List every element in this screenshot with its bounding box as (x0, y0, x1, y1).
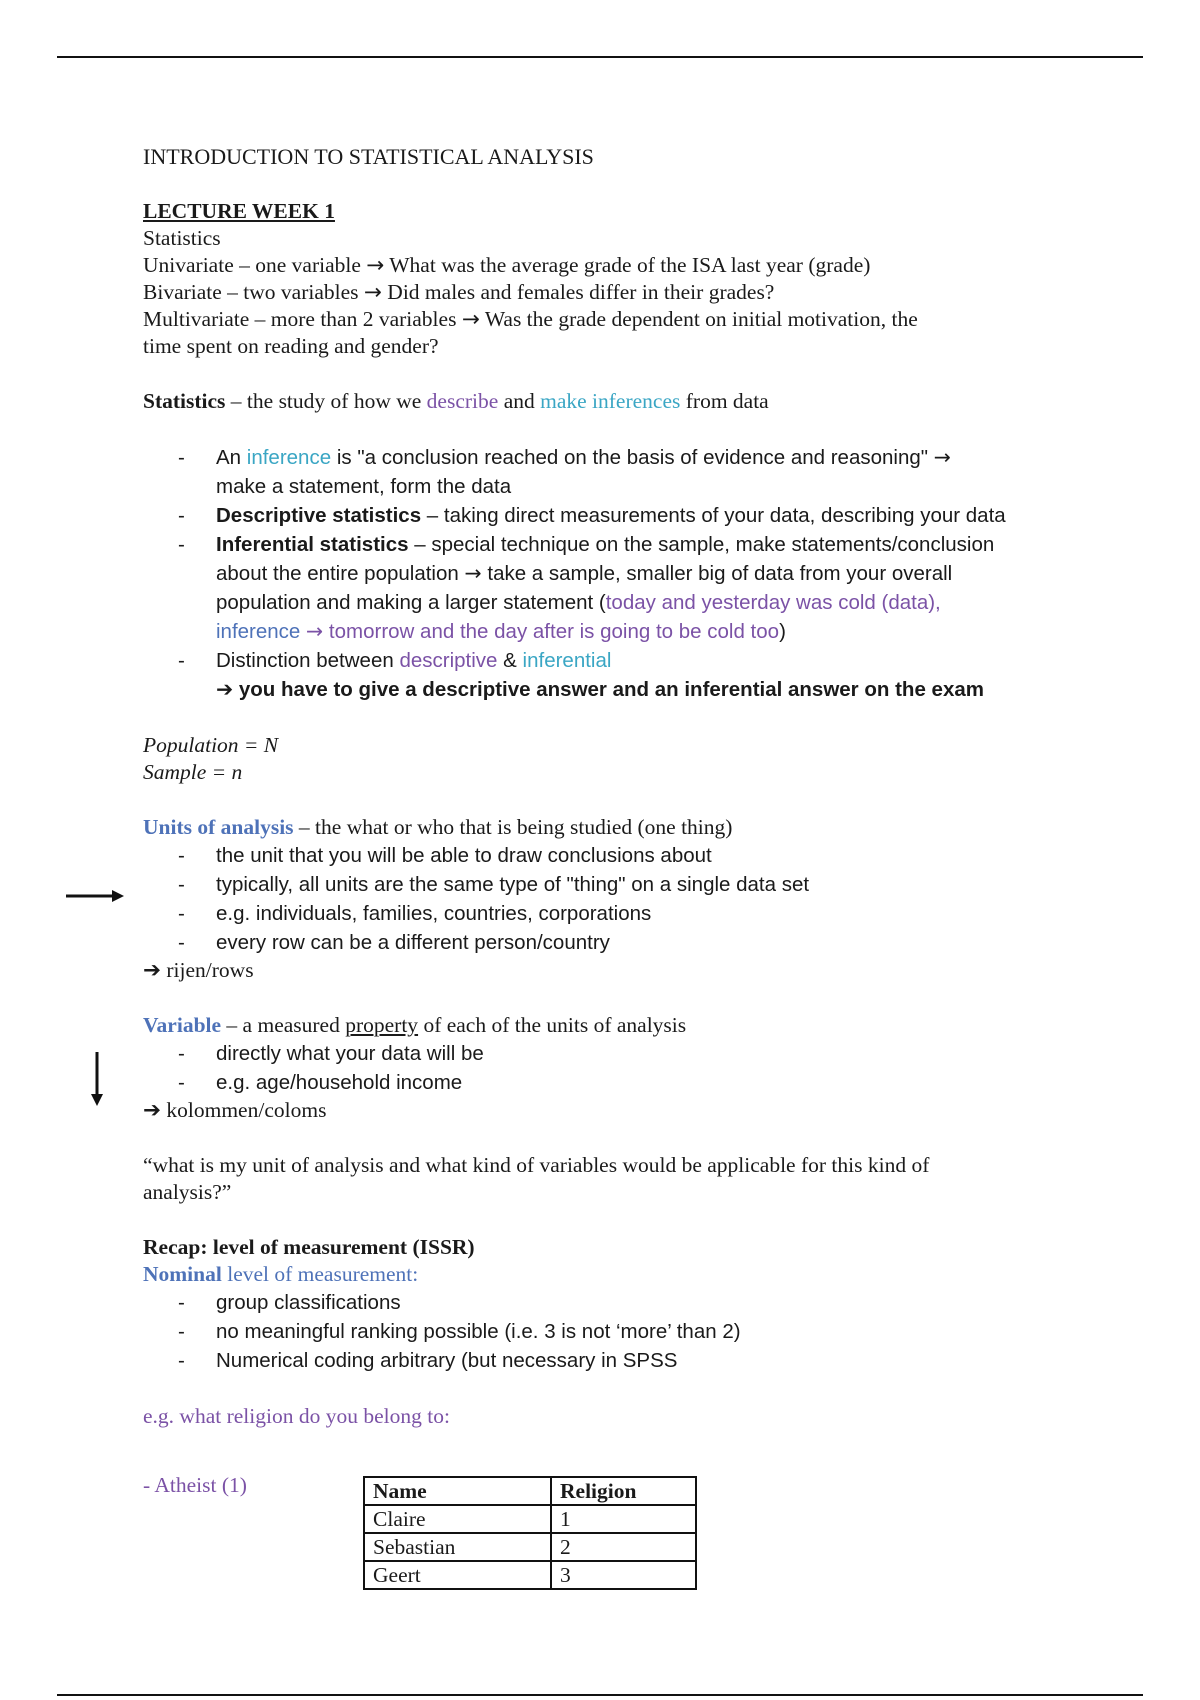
table-cell: Claire (364, 1505, 551, 1533)
rows-note: ➔ rijen/rows (143, 958, 254, 983)
multivariate-line-cont: time spent on reading and gender? (143, 334, 439, 358)
statistics-label: Statistics (143, 226, 221, 250)
nominal-bullets (143, 1288, 1103, 1375)
table-cell: 2 (551, 1533, 696, 1561)
list-item: - Descriptive statistics – taking direct measurements of your data, describing your data (143, 501, 1103, 530)
table-cell: Sebastian (364, 1533, 551, 1561)
top-rule (57, 56, 1143, 58)
sample-notation: Sample = n (143, 760, 243, 784)
quote-line-1: “what is my unit of analysis and what kind of variables would be applicable for this kind of (143, 1153, 930, 1177)
table-header: Religion (551, 1477, 696, 1505)
multivariate-line: Multivariate – more than 2 variables → Was the grade dependent on initial motivation, the (143, 307, 918, 332)
document-title: INTRODUCTION TO STATISTICAL ANALYSIS (143, 144, 594, 169)
religion-example: e.g. what religion do you belong to: (143, 1404, 450, 1428)
document-body (143, 143, 1103, 1607)
units-definition: Units of analysis – the what or who that is being studied (one thing) (143, 815, 733, 839)
univariate-line: Univariate – one variable → What was the average grade of the ISA last year (grade) (143, 253, 871, 278)
religion-table (363, 1476, 697, 1590)
list-item: - Numerical coding arbitrary (but necessary in SPSS (143, 1346, 1103, 1375)
columns-note: ➔ kolommen/coloms (143, 1098, 327, 1123)
bottom-rule (57, 1694, 1143, 1696)
table-cell: Geert (364, 1561, 551, 1589)
list-item: - every row can be a different person/country (143, 928, 1103, 957)
bivariate-line: Bivariate – two variables → Did males and females differ in their grades? (143, 280, 775, 305)
list-item: - Inferential statistics – special technique on the sample, make statements/conclusion about the entire population → take a sample, smaller big of data from your overall population and making a larger statement (today and yesterday was cold (data), inference → tomorrow and the day after is going to be cold too) (143, 530, 1103, 646)
list-item: - typically, all units are the same type of "thing" on a single data set (143, 870, 1103, 899)
right-arrow-icon (64, 889, 126, 903)
arrow-icon: → (306, 619, 324, 643)
inference-bullets (143, 443, 1103, 704)
statistics-definition: Statistics – the study of how we describe and make inferences from data (143, 389, 769, 413)
variable-bullets (143, 1039, 1103, 1097)
lecture-heading: LECTURE WEEK 1 (143, 199, 335, 223)
list-item: - directly what your data will be (143, 1039, 1103, 1068)
arrow-icon: → (461, 307, 480, 332)
table-header-row (364, 1477, 696, 1505)
religion-example-block (143, 1472, 1103, 1607)
list-item: - e.g. age/household income (143, 1068, 1103, 1097)
atheist-label: - Atheist (1) (143, 1473, 247, 1497)
list-item: - group classifications (143, 1288, 1103, 1317)
bold-arrow-icon: ➔ (143, 958, 162, 983)
table-row (364, 1533, 696, 1561)
variable-definition: Variable – a measured property of each of the units of analysis (143, 1013, 687, 1037)
bold-arrow-icon: ➔ (143, 1098, 162, 1123)
table-row (364, 1561, 696, 1589)
arrow-icon: → (363, 280, 382, 305)
list-item: - Distinction between descriptive & inferential ➔ you have to give a descriptive answer and an inferential answer on the exam (143, 646, 1103, 704)
table-header: Name (364, 1477, 551, 1505)
down-arrow-icon (90, 1050, 104, 1108)
list-item: - the unit that you will be able to draw conclusions about (143, 841, 1103, 870)
bold-arrow-icon: ➔ (216, 677, 234, 701)
quote-line-2: analysis?” (143, 1180, 232, 1204)
recap-heading: Recap: level of measurement (ISSR) (143, 1235, 475, 1259)
table-row (364, 1505, 696, 1533)
nominal-heading: Nominal level of measurement: (143, 1262, 419, 1286)
table-cell: 3 (551, 1561, 696, 1589)
units-bullets (143, 841, 1103, 957)
list-item: - e.g. individuals, families, countries, corporations (143, 899, 1103, 928)
list-item: - An inference is "a conclusion reached on the basis of evidence and reasoning" → make a statement, form the data (143, 443, 1103, 501)
table-cell: 1 (551, 1505, 696, 1533)
population-notation: Population = N (143, 733, 279, 757)
arrow-icon: → (933, 445, 951, 469)
list-item: - no meaningful ranking possible (i.e. 3 is not ‘more’ than 2) (143, 1317, 1103, 1346)
arrow-icon: → (464, 561, 482, 585)
arrow-icon: → (366, 253, 385, 278)
